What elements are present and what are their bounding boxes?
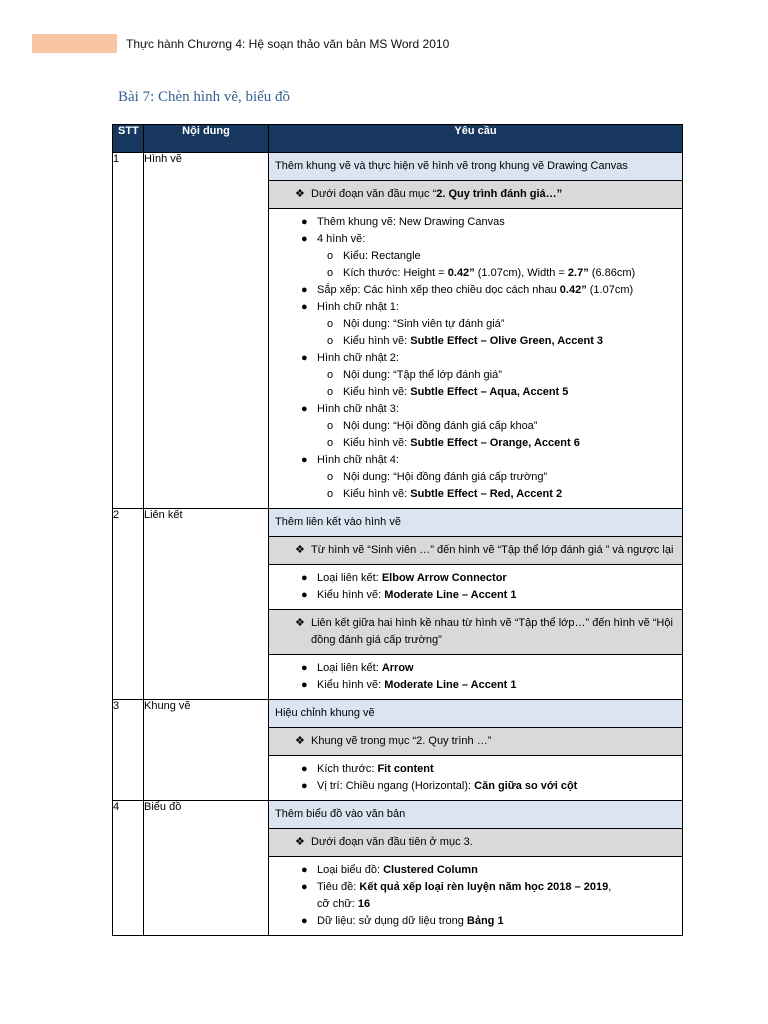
exercise-title: Bài 7: Chèn hình vẽ, biểu đồ [118,89,291,105]
line-text [317,299,399,316]
bullet-icon: ● [301,915,308,927]
diamond-bullet-icon: ❖ [295,836,305,848]
bold-text: Arrow [381,662,414,674]
requirement-block-blue [269,700,682,727]
row-requirements [269,801,683,936]
text: Kiểu hình vẽ: [343,335,411,347]
requirement-line [275,384,674,401]
text: Kích thước: [317,763,378,775]
requirement-block-gray [269,727,682,755]
text: Nội dung: “Tập thể lớp đánh giá” [343,369,502,381]
line-text [317,761,434,778]
requirement-line [275,862,674,879]
bold-text: Clustered Column [383,864,478,876]
requirement-line [275,158,674,175]
bold-text: Elbow Arrow Connector [381,572,507,584]
requirement-line [275,570,674,587]
header-accent-bar [32,34,117,53]
requirement-line [275,435,674,452]
text: 4 hình vẽ: [317,233,366,245]
line-text [343,486,562,503]
bullet-icon: ● [301,284,308,296]
requirement-line [275,214,674,231]
bullet-icon: ● [301,780,308,792]
diamond-bullet-icon: ❖ [295,735,305,747]
requirement-line [275,778,674,795]
bold-text: 2. Quy trình đánh giá…” [436,188,563,200]
text: Thêm biểu đồ vào văn bản [275,808,406,820]
line-text [317,660,414,677]
circle-bullet-icon: o [327,369,334,381]
line-text [275,158,628,175]
requirement-block-white [269,755,682,800]
circle-bullet-icon: o [327,335,334,347]
bold-text: 0.42” [559,284,587,296]
text: Hình chữ nhật 2: [317,352,399,364]
table-row [113,509,683,700]
text: Kích thước: Height = [343,267,448,279]
row-content-name: Liên kết [144,509,269,700]
requirement-block-blue [269,509,682,536]
requirement-block-gray [269,180,682,208]
row-number: 4 [113,801,144,936]
text: Kiểu hình vẽ: [317,589,385,601]
circle-bullet-icon: o [327,471,334,483]
bullet-icon: ● [301,662,308,674]
column-header-content: Nội dung [144,125,269,153]
row-requirements [269,153,683,509]
row-content-name: Biểu đồ [144,801,269,936]
row-number: 2 [113,509,144,700]
line-text [311,542,673,559]
requirement-line [275,879,674,896]
bullet-icon: ● [301,572,308,584]
text: Kiểu hình vẽ: [343,488,411,500]
text: (1.07cm) [586,284,634,296]
text: Từ hình vẽ “Sinh viên …” đến hình vẽ “Tập thể lớp đánh giá ” và ngược lại [311,544,674,556]
running-header: Thực hành Chương 4: Hệ soạn thảo văn bản MS Word 2010 [126,37,450,51]
line-text [317,401,399,418]
row-requirements [269,700,683,801]
bullet-icon: ● [301,763,308,775]
requirement-line [275,761,674,778]
line-text [317,570,507,587]
requirement-line [275,913,674,930]
line-text [343,265,635,282]
line-text [317,896,370,913]
requirement-line [275,316,674,333]
line-text [317,879,611,896]
requirement-line [275,452,674,469]
circle-bullet-icon: o [327,488,334,500]
text: (6.86cm) [588,267,636,279]
diamond-bullet-icon: ❖ [295,188,305,200]
bullet-icon: ● [301,233,308,245]
requirement-line [295,615,674,649]
circle-bullet-icon: o [327,420,334,432]
requirement-block-white [269,208,682,508]
bullet-icon: ● [301,403,308,415]
text: Dưới đoạn văn đầu mục “ [311,188,437,200]
requirement-line [275,806,674,823]
line-text [317,587,517,604]
requirement-line [295,186,674,203]
line-text [343,333,603,350]
circle-bullet-icon: o [327,437,334,449]
line-text [275,806,405,823]
row-content-name: Khung vẽ [144,700,269,801]
requirement-line [295,542,674,559]
line-text [343,367,502,384]
line-text [275,705,375,722]
requirement-line [275,896,674,913]
line-text [311,186,562,203]
line-text [311,733,491,750]
line-text [311,615,674,649]
requirement-line [275,660,674,677]
circle-bullet-icon: o [327,267,334,279]
line-text [317,677,517,694]
row-content-name: Hình vẽ [144,153,269,509]
circle-bullet-icon: o [327,250,334,262]
text: Sắp xếp: Các hình xếp theo chiều dọc cách nhau [317,284,560,296]
bold-text: Bảng 1 [466,915,504,927]
requirement-line [275,282,674,299]
requirement-line [275,705,674,722]
line-text [343,316,504,333]
text: Tiêu đề: [317,881,360,893]
text: Vị trí: Chiều ngang (Horizontal): [317,780,475,792]
bold-text: Subtle Effect – Red, Accent 2 [410,488,563,500]
requirement-line [275,418,674,435]
text: Loại liên kết: [317,572,382,584]
line-text [317,778,577,795]
bullet-icon: ● [301,864,308,876]
bold-text: 2.7” [567,267,589,279]
table-row [113,700,683,801]
text: Thêm khung vẽ và thực hiện vẽ hình vẽ trong khung vẽ Drawing Canvas [275,160,628,172]
requirement-line [275,367,674,384]
row-requirements [269,509,683,700]
requirement-block-gray [269,828,682,856]
text: (1.07cm), Width = [474,267,568,279]
text: Dưới đoạn văn đầu tiên ở mục 3. [311,836,473,848]
text: Hiệu chỉnh khung vẽ [275,707,375,719]
column-header-stt: STT [113,125,144,153]
requirement-block-gray [269,609,682,654]
bullet-icon: ● [301,881,308,893]
text: Kiểu hình vẽ: [343,386,411,398]
table-row [113,153,683,509]
line-text [343,469,547,486]
circle-bullet-icon: o [327,318,334,330]
text: Thêm liên kết vào hình vẽ [275,516,401,528]
bold-text: Subtle Effect – Olive Green, Accent 3 [410,335,604,347]
bold-text: Subtle Effect – Aqua, Accent 5 [410,386,569,398]
requirement-block-white [269,564,682,609]
text: Liên kết giữa hai hình kề nhau từ hình vẽ “Tập thể lớp…” đến hình vẽ “Hội đồng đánh giá cấp trường” [311,617,673,646]
diamond-bullet-icon: ❖ [295,544,305,556]
line-text [317,214,505,231]
requirement-line [275,514,674,531]
bold-text: 0.42” [447,267,475,279]
bullet-icon: ● [301,216,308,228]
requirement-block-gray [269,536,682,564]
requirement-block-blue [269,801,682,828]
bold-text: Subtle Effect – Orange, Accent 6 [410,437,580,449]
diamond-bullet-icon: ❖ [295,617,305,629]
line-text [311,834,473,851]
bold-text: Kết quả xếp loại rèn luyện năm học 2018 – 2019 [359,881,609,893]
text: Nội dung: “Hội đồng đánh giá cấp trường” [343,471,548,483]
requirement-block-white [269,856,682,935]
requirement-line [275,350,674,367]
line-text [343,248,421,265]
requirement-line [275,677,674,694]
requirement-block-white [269,654,682,699]
requirement-line [275,265,674,282]
line-text [317,231,365,248]
text: Khung vẽ trong mục “2. Quy trình …” [311,735,492,747]
text: Kiểu: Rectangle [343,250,421,262]
text: Kiểu hình vẽ: [317,679,385,691]
text: , [608,881,612,893]
requirement-line [275,333,674,350]
bullet-icon: ● [301,679,308,691]
line-text [343,435,580,452]
text: Kiểu hình vẽ: [343,437,411,449]
requirement-line [275,248,674,265]
bold-text: Fit content [377,763,434,775]
requirement-line [275,299,674,316]
text: Nội dung: “Sinh viên tự đánh giá” [343,318,505,330]
requirement-line [275,486,674,503]
line-text [317,862,478,879]
text: Thêm khung vẽ: New Drawing Canvas [317,216,505,228]
line-text [317,452,399,469]
column-header-requirement: Yêu cầu [269,125,683,153]
requirement-line [275,587,674,604]
requirements-table [112,124,683,936]
requirement-line [295,733,674,750]
bullet-icon: ● [301,301,308,313]
bold-text: Moderate Line – Accent 1 [384,679,517,691]
text: cỡ chữ: [317,898,358,910]
line-text [317,282,633,299]
requirement-line [275,401,674,418]
table-row [113,801,683,936]
text: Nội dung: “Hội đồng đánh giá cấp khoa” [343,420,538,432]
requirement-line [275,469,674,486]
text: Hình chữ nhật 4: [317,454,399,466]
text: Loại biểu đồ: [317,864,384,876]
bullet-icon: ● [301,352,308,364]
bold-text: 16 [357,898,371,910]
bold-text: Căn giữa so với cột [474,780,578,792]
text: Dữ liệu: sử dụng dữ liệu trong [317,915,467,927]
bullet-icon: ● [301,454,308,466]
requirement-line [295,834,674,851]
line-text [343,418,537,435]
circle-bullet-icon: o [327,386,334,398]
line-text [275,514,401,531]
bullet-icon: ● [301,589,308,601]
text: Hình chữ nhật 1: [317,301,399,313]
requirement-block-blue [269,153,682,180]
bold-text: Moderate Line – Accent 1 [384,589,517,601]
requirement-line [275,231,674,248]
line-text [317,913,504,930]
text: Loại liên kết: [317,662,382,674]
text: Hình chữ nhật 3: [317,403,399,415]
row-number: 3 [113,700,144,801]
line-text [343,384,568,401]
line-text [317,350,399,367]
table-header-row [113,125,683,153]
row-number: 1 [113,153,144,509]
